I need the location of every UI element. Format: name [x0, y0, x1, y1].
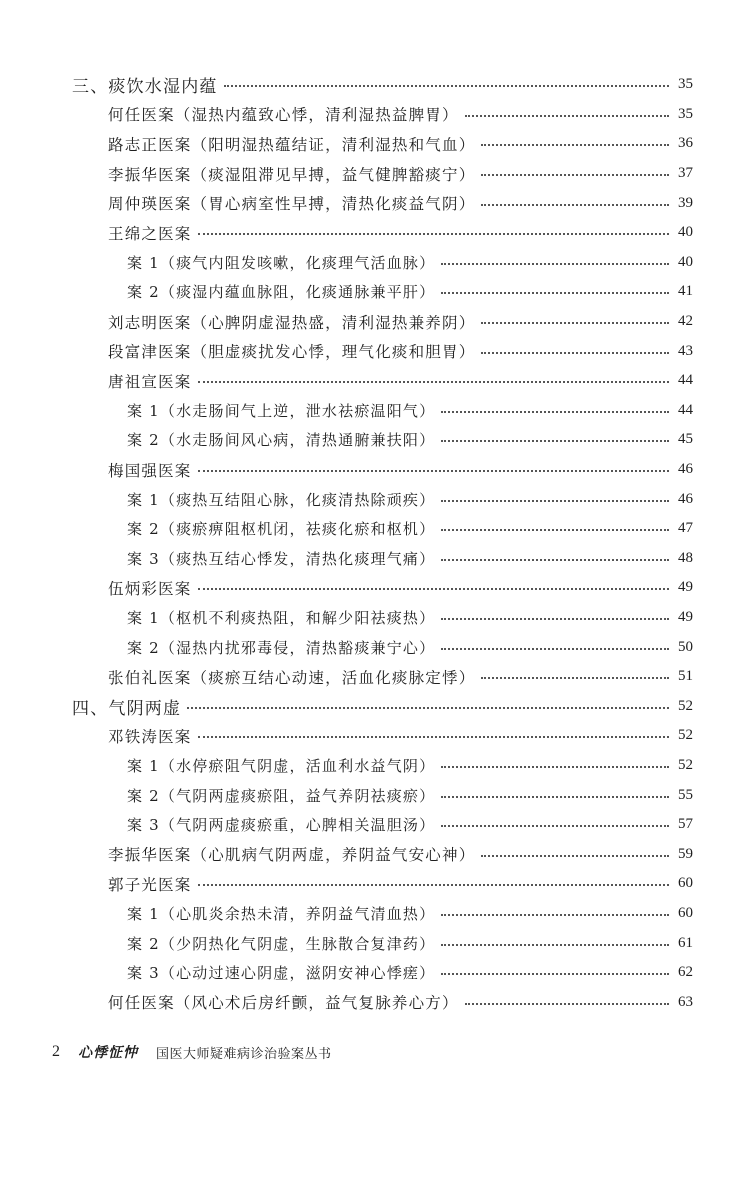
- toc-subcase-entry[interactable]: [0, 928, 750, 958]
- toc-entry-title: 王绵之医案: [108, 224, 192, 243]
- toc-doctor-entry[interactable]: [0, 721, 750, 751]
- toc-entry-title: 李振华医案（痰湿阻滞见早搏，益气健脾豁痰宁）: [108, 165, 476, 184]
- toc-subcase-entry[interactable]: [0, 899, 750, 929]
- footer-book-title: 心悸怔忡: [78, 1045, 138, 1061]
- toc-page-number: 52: [678, 756, 693, 773]
- toc-subcase-entry[interactable]: [0, 248, 750, 278]
- toc-entry-title: 案 1（痰热互结阻心脉，化痰清热除顽疾）: [127, 490, 436, 509]
- dot-leader: [441, 647, 669, 650]
- toc-entry-title: 案 2（痰湿内蕴血脉阻，化痰通脉兼平肝）: [127, 283, 436, 302]
- toc-page-number: 35: [678, 105, 693, 122]
- dot-leader: [441, 410, 669, 413]
- toc-case-entry[interactable]: [0, 839, 750, 869]
- footer-series-title: 国医大师疑难病诊治验案丛书: [156, 1046, 332, 1062]
- dot-leader: [441, 943, 669, 946]
- toc-doctor-entry[interactable]: [0, 455, 750, 485]
- toc-entry-title: 案 3（气阴两虚痰瘀重，心脾相关温胆汤）: [127, 816, 436, 835]
- toc-page-number: 37: [678, 165, 693, 182]
- toc-page-number: 62: [678, 964, 693, 981]
- dot-leader: [441, 972, 669, 975]
- toc-section-heading[interactable]: [0, 70, 750, 100]
- toc-page-number: 44: [678, 372, 693, 389]
- toc-page-number: 36: [678, 135, 693, 152]
- toc-page-number: 60: [678, 904, 693, 921]
- page-footer: [52, 1040, 332, 1064]
- dot-leader: [441, 262, 669, 265]
- toc-subcase-entry[interactable]: [0, 514, 750, 544]
- toc-entry-title: 周仲瑛医案（胃心病室性早搏，清热化痰益气阴）: [108, 195, 476, 214]
- toc-entry-title: 唐祖宣医案: [108, 372, 192, 391]
- dot-leader: [465, 1002, 669, 1005]
- toc-page-number: 40: [678, 253, 693, 270]
- toc-page-number: 57: [678, 816, 693, 833]
- dot-leader: [481, 173, 669, 176]
- dot-leader: [441, 913, 669, 916]
- dot-leader: [441, 824, 669, 827]
- toc-entry-title: 梅国强医案: [108, 461, 192, 480]
- toc-entry-title: 何任医案（风心术后房纤颤，益气复脉养心方）: [108, 994, 459, 1013]
- toc-entry-title: 案 3（心动过速心阴虚，滋阴安神心悸瘥）: [127, 964, 436, 983]
- toc-subcase-entry[interactable]: [0, 425, 750, 455]
- toc-entry-title: 案 2（气阴两虚痰瘀阻，益气养阴祛痰瘀）: [127, 786, 436, 805]
- toc-page-number: 42: [678, 313, 693, 330]
- dot-leader: [441, 558, 669, 561]
- toc-page-number: 50: [678, 638, 693, 655]
- toc-subcase-entry[interactable]: [0, 277, 750, 307]
- dot-leader: [441, 439, 669, 442]
- toc-page-number: 40: [678, 224, 693, 241]
- toc-entry-title: 案 1（痰气内阻发咳嗽，化痰理气活血脉）: [127, 253, 436, 272]
- toc-page-number: 43: [678, 342, 693, 359]
- dot-leader: [465, 114, 669, 117]
- dot-leader: [441, 291, 669, 294]
- dot-leader: [198, 232, 669, 235]
- toc-entry-title: 案 2（水走肠间风心病，清热通腑兼扶阳）: [127, 431, 436, 450]
- dot-leader: [481, 203, 669, 206]
- dot-leader: [224, 84, 669, 87]
- toc-subcase-entry[interactable]: [0, 632, 750, 662]
- toc-page-number: 46: [678, 490, 693, 507]
- footer-page-number: 2: [52, 1043, 60, 1060]
- toc-entry-title: 何任医案（湿热内蕴致心悸，清利湿热益脾胃）: [108, 106, 459, 125]
- toc-entry-title: 刘志明医案（心脾阴虚湿热盛，清利湿热兼养阴）: [108, 313, 476, 332]
- dot-leader: [441, 499, 669, 502]
- toc-entry-title: 段富津医案（胆虚痰扰发心悸，理气化痰和胆胃）: [108, 343, 476, 362]
- toc-entry-title: 三、痰饮水湿内蕴: [72, 77, 218, 98]
- toc-case-entry[interactable]: [0, 662, 750, 692]
- toc-page-number: 52: [678, 697, 693, 714]
- toc-page-number: 59: [678, 845, 693, 862]
- toc-entry-title: 案 3（痰热互结心悸发，清热化痰理气痛）: [127, 549, 436, 568]
- toc-case-entry[interactable]: [0, 307, 750, 337]
- toc-case-entry[interactable]: [0, 159, 750, 189]
- dot-leader: [198, 587, 669, 590]
- dot-leader: [441, 617, 669, 620]
- toc-subcase-entry[interactable]: [0, 958, 750, 988]
- toc-case-entry[interactable]: [0, 987, 750, 1017]
- toc-page-number: 46: [678, 461, 693, 478]
- toc-page-number: 49: [678, 608, 693, 625]
- toc-entry-title: 邓铁涛医案: [108, 727, 192, 746]
- toc-subcase-entry[interactable]: [0, 780, 750, 810]
- toc-page-number: 61: [678, 934, 693, 951]
- toc-entry-title: 四、气阴两虚: [72, 698, 182, 719]
- toc-entry-title: 张伯礼医案（痰瘀互结心动速，活血化痰脉定悸）: [108, 668, 476, 687]
- toc-subcase-entry[interactable]: [0, 751, 750, 781]
- toc-page-number: 47: [678, 520, 693, 537]
- toc-entry-title: 案 2（湿热内扰邪毒侵，清热豁痰兼宁心）: [127, 638, 436, 657]
- toc-section-heading[interactable]: [0, 691, 750, 721]
- toc-entry-title: 李振华医案（心肌病气阴两虚，养阴益气安心神）: [108, 846, 476, 865]
- dot-leader: [481, 351, 669, 354]
- toc-subcase-entry[interactable]: [0, 544, 750, 574]
- toc-case-entry[interactable]: [0, 129, 750, 159]
- toc-page-number: 48: [678, 549, 693, 566]
- toc-page-number: 39: [678, 194, 693, 211]
- dot-leader: [441, 795, 669, 798]
- toc-entry-title: 路志正医案（阳明湿热蕴结证，清利湿热和气血）: [108, 135, 476, 154]
- toc-page-number: 63: [678, 993, 693, 1010]
- toc-page-number: 55: [678, 786, 693, 803]
- toc-entry-title: 伍炳彩医案: [108, 579, 192, 598]
- dot-leader: [481, 854, 669, 857]
- table-of-contents: [0, 70, 750, 1017]
- toc-entry-title: 案 1（枢机不利痰热阻，和解少阳祛痰热）: [127, 608, 436, 627]
- toc-entry-title: 案 2（痰瘀痹阻枢机闭，祛痰化瘀和枢机）: [127, 520, 436, 539]
- toc-subcase-entry[interactable]: [0, 484, 750, 514]
- dot-leader: [481, 676, 669, 679]
- toc-page-number: 51: [678, 668, 693, 685]
- toc-entry-title: 案 2（少阴热化气阴虚，生脉散合复津药）: [127, 934, 436, 953]
- toc-entry-title: 案 1（水停瘀阻气阴虚，活血利水益气阴）: [127, 756, 436, 775]
- dot-leader: [198, 469, 669, 472]
- toc-entry-title: 郭子光医案: [108, 875, 192, 894]
- dot-leader: [198, 735, 669, 738]
- toc-entry-title: 案 1（水走肠间气上逆，泄水祛瘀温阳气）: [127, 401, 436, 420]
- dot-leader: [198, 380, 669, 383]
- toc-doctor-entry[interactable]: [0, 366, 750, 396]
- toc-doctor-entry[interactable]: [0, 573, 750, 603]
- toc-case-entry[interactable]: [0, 188, 750, 218]
- toc-page-number: 35: [678, 76, 693, 93]
- dot-leader: [441, 528, 669, 531]
- toc-page-number: 45: [678, 431, 693, 448]
- toc-doctor-entry[interactable]: [0, 218, 750, 248]
- toc-doctor-entry[interactable]: [0, 869, 750, 899]
- toc-case-entry[interactable]: [0, 100, 750, 130]
- toc-page-number: 52: [678, 727, 693, 744]
- toc-subcase-entry[interactable]: [0, 603, 750, 633]
- toc-page-number: 44: [678, 401, 693, 418]
- toc-entry-title: 案 1（心肌炎余热未清，养阴益气清血热）: [127, 904, 436, 923]
- toc-subcase-entry[interactable]: [0, 396, 750, 426]
- dot-leader: [481, 321, 669, 324]
- dot-leader: [441, 765, 669, 768]
- toc-subcase-entry[interactable]: [0, 810, 750, 840]
- dot-leader: [481, 143, 669, 146]
- toc-page-number: 49: [678, 579, 693, 596]
- toc-case-entry[interactable]: [0, 336, 750, 366]
- toc-page-number: 41: [678, 283, 693, 300]
- toc-page-number: 60: [678, 875, 693, 892]
- dot-leader: [198, 883, 669, 886]
- dot-leader: [187, 706, 669, 709]
